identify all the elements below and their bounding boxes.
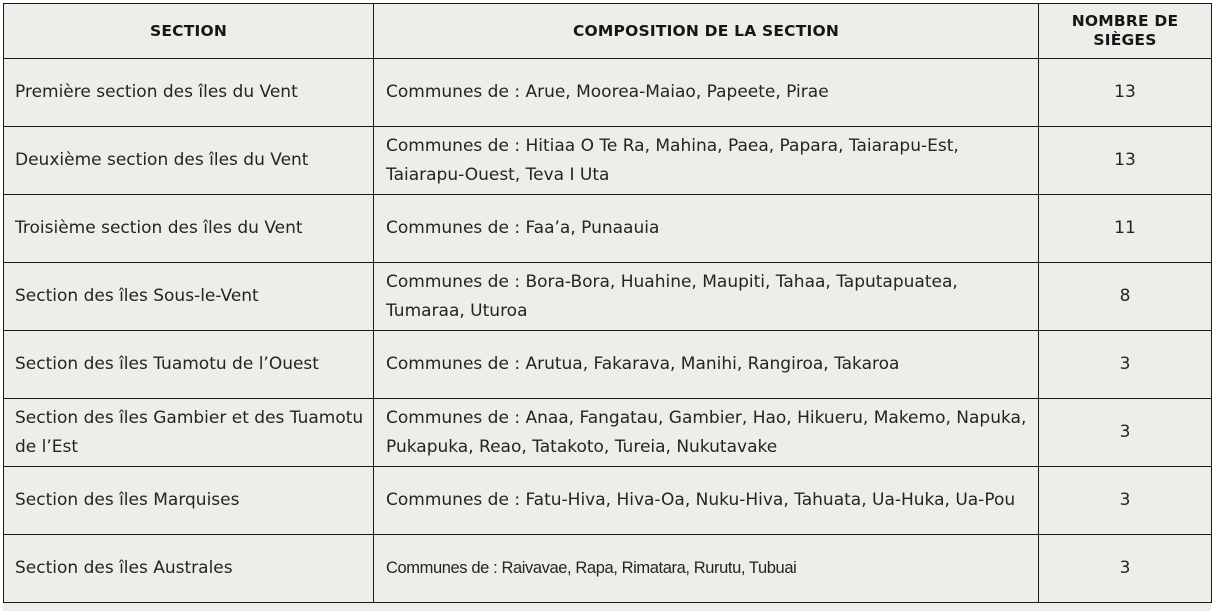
composition-cell: Communes de : Hitiaa O Te Ra, Mahina, Paea, Papara, Taiarapu-Est, Taiarapu-Ouest, Teva I Uta — [374, 127, 1039, 195]
seats-cell: 8 — [1039, 263, 1212, 331]
header-composition: COMPOSITION DE LA SECTION — [374, 4, 1039, 59]
composition-cell: Communes de : Anaa, Fangatau, Gambier, Hao, Hikueru, Makemo, Napuka, Pukapuka, Reao, Tatakoto, Tureia, Nukutavake — [374, 399, 1039, 467]
sections-table-container — [3, 3, 1211, 611]
table-row — [4, 399, 1212, 467]
table-row — [4, 263, 1212, 331]
seats-cell: 11 — [1039, 195, 1212, 263]
section-name-cell: Section des îles Sous-le-Vent — [4, 263, 374, 331]
header-seats — [1039, 4, 1212, 59]
composition-cell: Communes de : Raivavae, Rapa, Rimatara, Rurutu, Tubuai — [374, 535, 1039, 603]
header-section: SECTION — [4, 4, 374, 59]
composition-cell: Communes de : Arue, Moorea-Maiao, Papeete, Pirae — [374, 59, 1039, 127]
header-seats-line1: NOMBRE DE — [1071, 12, 1179, 30]
table-row — [4, 535, 1212, 603]
seats-cell: 3 — [1039, 399, 1212, 467]
section-name-cell: Section des îles Marquises — [4, 467, 374, 535]
table-row — [4, 127, 1212, 195]
section-name-cell: Troisième section des îles du Vent — [4, 195, 374, 263]
composition-cell: Communes de : Fatu-Hiva, Hiva-Oa, Nuku-Hiva, Tahuata, Ua-Huka, Ua-Pou — [374, 467, 1039, 535]
composition-cell: Communes de : Bora-Bora, Huahine, Maupiti, Tahaa, Taputapuatea, Tumaraa, Uturoa — [374, 263, 1039, 331]
section-name-cell: Deuxième section des îles du Vent — [4, 127, 374, 195]
seats-cell: 13 — [1039, 59, 1212, 127]
seats-cell: 13 — [1039, 127, 1212, 195]
section-name-cell: Première section des îles du Vent — [4, 59, 374, 127]
seats-cell: 3 — [1039, 331, 1212, 399]
composition-cell: Communes de : Faa’a, Punaauia — [374, 195, 1039, 263]
composition-cell: Communes de : Arutua, Fakarava, Manihi, Rangiroa, Takaroa — [374, 331, 1039, 399]
section-name-cell: Section des îles Australes — [4, 535, 374, 603]
table-row — [4, 195, 1212, 263]
seats-cell: 3 — [1039, 535, 1212, 603]
section-name-cell: Section des îles Gambier et des Tuamotu de l’Est — [4, 399, 374, 467]
seats-cell: 3 — [1039, 467, 1212, 535]
sections-table — [3, 3, 1212, 603]
table-row — [4, 331, 1212, 399]
section-name-cell: Section des îles Tuamotu de l’Ouest — [4, 331, 374, 399]
header-row — [4, 4, 1212, 59]
table-row — [4, 467, 1212, 535]
header-seats-line2: SIÈGES — [1093, 31, 1157, 49]
table-row — [4, 59, 1212, 127]
